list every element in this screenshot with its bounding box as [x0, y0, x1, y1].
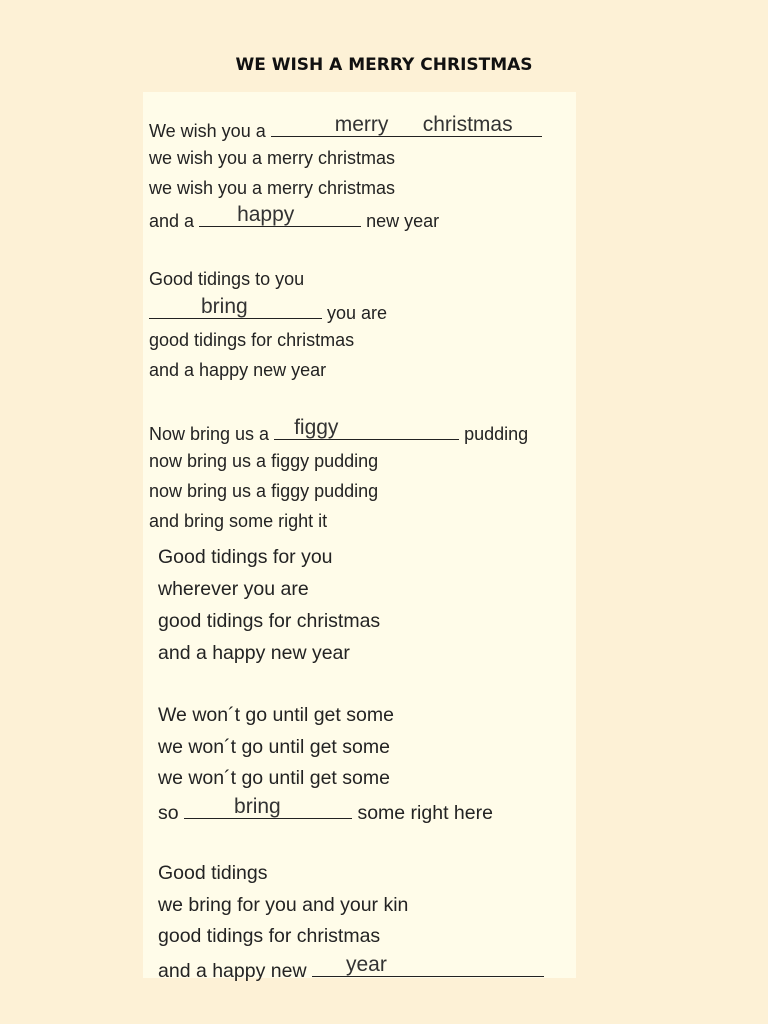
filled-answer: bring — [201, 295, 248, 318]
filled-answer: christmas — [422, 113, 513, 136]
blank-figgy[interactable] — [274, 416, 459, 440]
filled-answer: bring — [234, 795, 281, 818]
stanza2-line2 — [149, 295, 388, 323]
filled-answer: figgy — [294, 416, 339, 439]
blank-year[interactable] — [312, 953, 544, 977]
stanza3-line2: now bring us a figgy pudding — [149, 451, 379, 471]
stanza1-line1 — [149, 113, 542, 141]
stanza6-line3: good tidings for christmas — [158, 925, 381, 947]
blank-happy[interactable] — [199, 203, 361, 227]
line-text: and a happy new — [158, 960, 307, 982]
line-text: Now bring us a — [149, 424, 270, 444]
stanza4-line3: good tidings for christmas — [158, 610, 381, 632]
line-text: We wish you a — [149, 121, 266, 141]
stanza3-line1 — [149, 416, 529, 444]
stanza4-line1: Good tidings for you — [158, 546, 333, 568]
stanza5-line4 — [158, 795, 493, 824]
line-text: and a — [149, 211, 195, 231]
stanza6-line2: we bring for you and your kin — [158, 894, 409, 916]
line-text: pudding — [464, 424, 529, 444]
stanza5-line2: we won´t go until get some — [158, 736, 390, 758]
line-text: new year — [366, 211, 440, 231]
worksheet — [143, 92, 576, 982]
stanza5-line3: we won´t go until get some — [158, 767, 390, 789]
stanza3-line3: now bring us a figgy pudding — [149, 481, 379, 501]
stanza1-line3: we wish you a merry christmas — [149, 178, 396, 198]
filled-answer: year — [345, 953, 387, 976]
blank-christmas[interactable] — [422, 113, 542, 137]
line-text: you are — [327, 303, 388, 323]
stanza1-line4 — [149, 203, 440, 231]
stanza2-line3: good tidings for christmas — [149, 330, 355, 350]
filled-answer: happy — [237, 203, 295, 226]
blank-merry[interactable] — [271, 113, 437, 137]
stanza4-line4: and a happy new year — [158, 642, 350, 664]
stanza6-line4 — [158, 953, 544, 982]
stanza6-line1: Good tidings — [158, 862, 268, 884]
filled-answer: merry — [334, 113, 389, 136]
stanza1-line2: we wish you a merry christmas — [149, 148, 396, 168]
line-text: so — [158, 802, 179, 824]
stanza5-line1: We won´t go until get some — [158, 704, 394, 726]
blank-bring[interactable] — [149, 295, 322, 319]
stanza2-line1: Good tidings to you — [149, 269, 305, 289]
blank-bring-2[interactable] — [184, 795, 352, 819]
stanza3-line4: and bring some right it — [149, 511, 328, 531]
page-title: WE WISH A MERRY CHRISTMAS — [235, 55, 533, 75]
stanza4-line2: wherever you are — [158, 578, 309, 600]
line-text: some right here — [357, 802, 493, 824]
stanza2-line4: and a happy new year — [149, 360, 327, 380]
